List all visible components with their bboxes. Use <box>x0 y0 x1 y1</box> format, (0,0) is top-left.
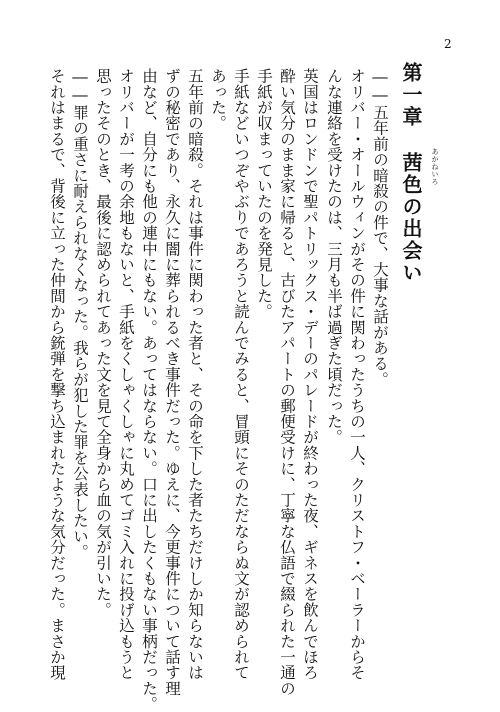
body-line: 由など、自分にも他の連中にもない。あってはならない。口に出したくもない事柄だった。 <box>140 68 158 712</box>
body-line: 手紙などいつぞやぶりであろうと読んでみると、冒頭にそのただならぬ文が認められて <box>232 68 250 681</box>
chapter-title: 茜色の出会い <box>399 152 423 284</box>
body-line: あった。 <box>209 68 227 131</box>
body-line: オリバーが一考の余地もないと、手紙をくしゃくしゃに丸めてゴミ入れに投げ込もうと <box>117 68 135 681</box>
body-line: ずの秘密であり、永久に闇に葬られるべき事件だった。ゆえに、今更事件について話す理 <box>163 68 181 696</box>
body-line: それはまるで、背後に立った仲間から銃弾を撃ち込まれたような気分だった。まさか現 <box>48 68 66 681</box>
body-line: 五年前の暗殺。それは事件に関わった者と、その命を下した者たちだけしか知らないは <box>186 68 204 681</box>
body-line: ――五年前の暗殺の件で、大事な話がある。 <box>371 68 389 387</box>
body-line: 手紙が収まっていたのを発見した。 <box>255 68 273 320</box>
body-line: 思ったそのとき、最後に認められてあった文を見て全身から血の気が引いた。 <box>94 68 112 618</box>
chapter-heading <box>400 62 422 284</box>
body-line: オリバー・オールウィンがその件に関わったうちの一人、クリストフ・ベーラーからそ <box>348 68 366 681</box>
page-number: 2 <box>444 37 452 51</box>
body-line: ――罪の重さに耐えられなくなった。我らが犯した罪を公表したい。 <box>71 68 89 560</box>
body-line: 酔い気分のまま家に帰ると、古びたアパートの郵便受けに、丁寧な仏語で綴られた一通の <box>278 68 296 696</box>
body-line: んな連絡を受けたのは、三月も半ば過ぎた頃だった。 <box>325 68 343 445</box>
chapter-label: 第一章 <box>399 62 423 128</box>
body-line: 英国はロンドンで聖パトリックス・デーのパレードが終わった夜、ギネスを飲んでほろ <box>301 68 319 681</box>
chapter-title-ruby: あかねいろ <box>431 148 439 186</box>
